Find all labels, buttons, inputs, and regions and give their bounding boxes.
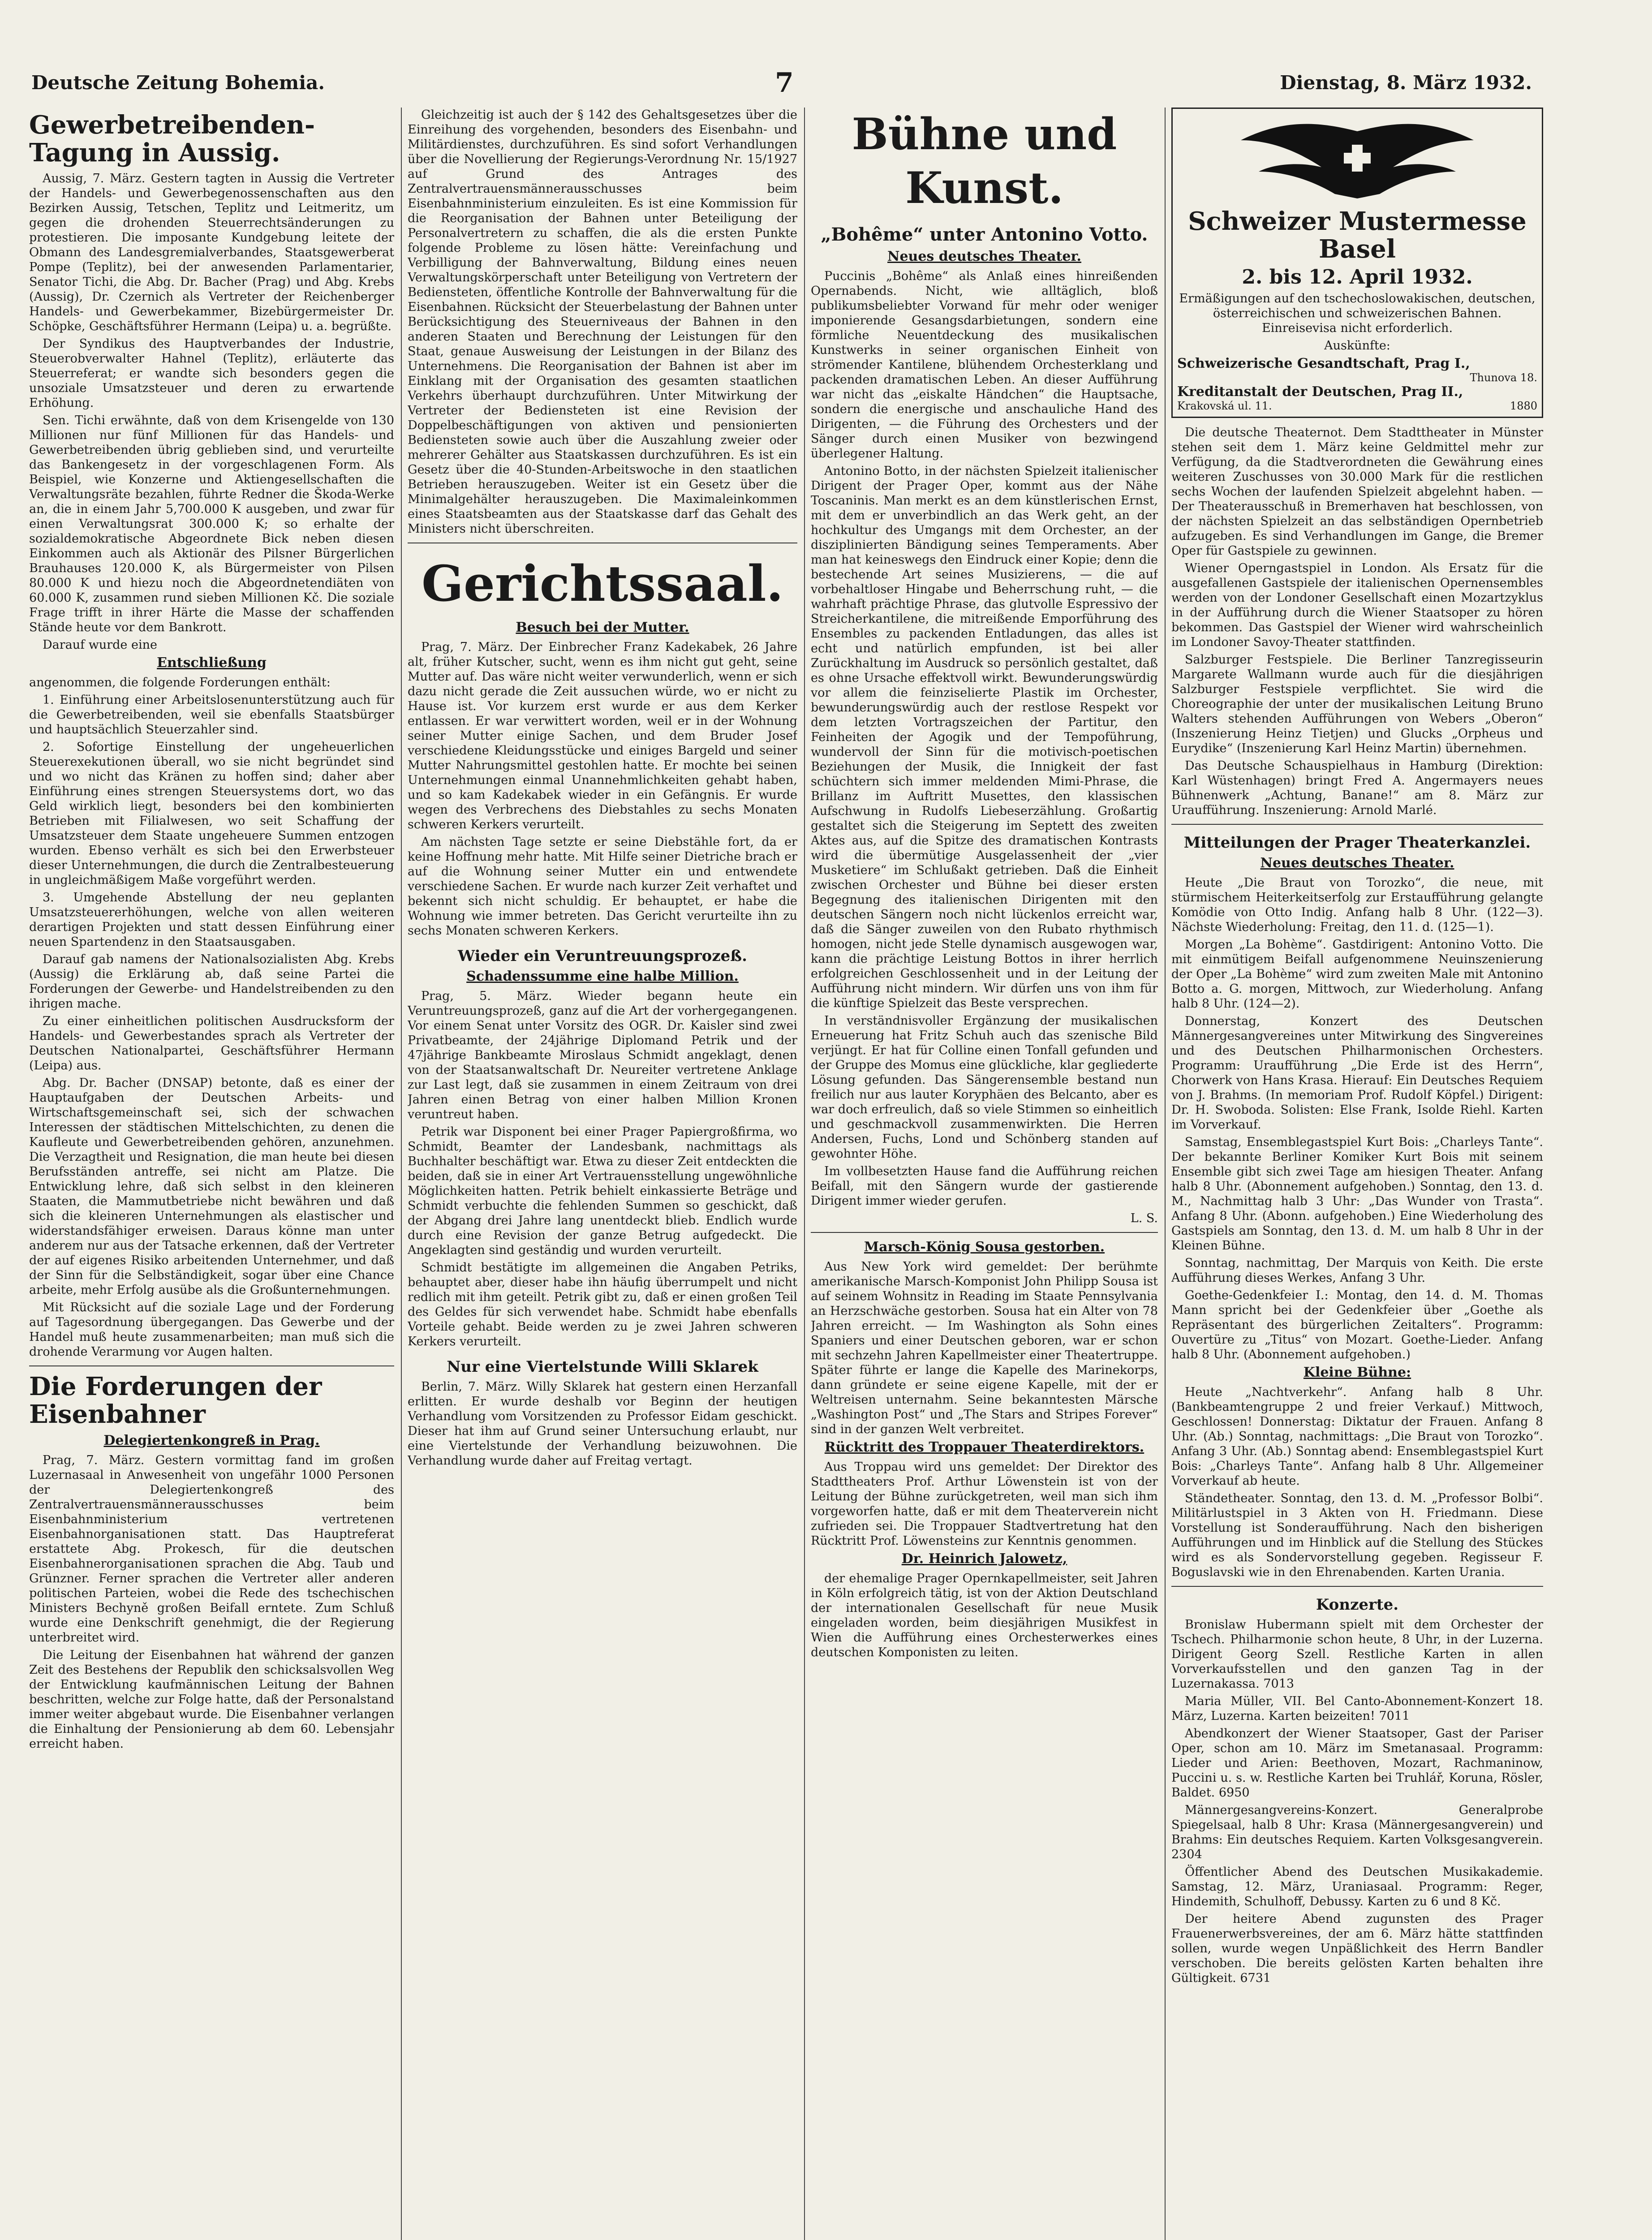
paragraph: Sonntag, nachmittag, Der Marquis von Keith. Die erste Aufführung dieses Werkes, Anfang 3 Uhr.	[1171, 1256, 1543, 1285]
paragraph: Prag, 7. März. Der Einbrecher Franz Kadekabek, 26 Jahre alt, früher Kutscher, sucht, wenn es ihm nicht gut geht, seine Mutter auf. Das wäre nicht weiter verwunderlich, wenn er sich dazu nicht gerade die Zeit aussuchen würde, wo er nicht zu Hause ist. Vor kurzem erst wurde er aus dem Kerker entlassen. Er war verwittert worden, weil er in der Wohnung seiner Mutter einige Sachen, und dem Bruder Josef verschiedene Kleidungsstücke und einiges Bargeld und seiner Mutter Nahrungsmittel gestohlen hatte. Er mochte bei seinen Unternehmungen einmal Unannehmlichkeiten gehabt haben, und so kam Kadekabek wieder in ein Gefängnis. Er wurde wegen des Verbrechens des Diebstahles zu sechs Monaten schweren Kerkers verurteilt.	[408, 640, 797, 831]
paragraph: Öffentlicher Abend des Deutschen Musikakademie. Samstag, 12. März, Uraniasaal. Programm: Reger, Hindemith, Schulhoff, Debussy. Karten zu 6 und 8 Kč.	[1171, 1865, 1543, 1908]
paragraph: Prag, 5. März. Wieder begann heute ein Veruntreuungsprozeß, ganz auf die Art der vorhergegangenen. Vor einem Senat unter Vorsitz des OGR. Dr. Kaisler sind zwei Privatbeamte, der 24jährige Diplomand Petrik und der 47jährige Bankbeamte Miroslaus Schmidt angeklagt, denen von der Staatsanwaltschaft Dr. Neureiter vertretene Anklage zur Last legt, daß sie zusammen in einem Zeitraum von drei Jahren einen Betrag von einer halben Million Kronen veruntreut haben.	[408, 989, 797, 1121]
ad-title: Schweizer Mustermesse Basel	[1188, 207, 1527, 264]
paper-name: Deutsche Zeitung Bohemia.	[31, 72, 325, 94]
subheading: Delegiertenkongreß in Prag.	[103, 1433, 320, 1448]
paragraph: Aussig, 7. März. Gestern tagten in Aussig die Vertreter der Handels- und Gewerbegenossenschaften aus den Bezirken Aussig, Tetschen, Teplitz und Leitmeritz, um gegen die drohenden Steuerrechtsänderungen zu protestieren. Die imposante Kundgebung leitete der Obmann des Landesgremialverbandes, Staatsgewerberat Pompe (Teplitz), bei der anwesenden Parlamentarier, Senator Tichi, die Abg. Dr. Bacher (Prag) und Abg. Krebs (Aussig), Dr. Czernich als Vertreter der Reichenberger Handels- und Gewerbekammer, Bizebürgermeister Dr. Schöpke, Geschäftsführer Hermann (Leipa) u. a. begrüßte.	[29, 172, 394, 333]
ad-contact: Schweizerische Gesandtschaft, Prag I.,	[1177, 356, 1470, 371]
paragraph: Aus Troppau wird uns gemeldet: Der Direktor des Stadttheaters Prof. Arthur Löwenstein ist von der Leitung der Bühne zurückgetreten, weil man sich ihm vorgeworfen hatte, daß er mit dem Theaterverein nicht zufrieden sei. Die Troppauer Stadtvertretung hat den Rücktritt Prof. Löwensteins zur Kenntnis genommen.	[811, 1460, 1158, 1548]
subheading: Dr. Heinrich Jalowetz,	[901, 1551, 1067, 1567]
ad-text: Ermäßigungen auf den tschechoslowakischen, deutschen, österreichischen und schweizerischen Bahnen. Einreisevisa nicht erforderlich.	[1179, 292, 1536, 335]
article-heading: Nur eine Viertelstunde Willi Sklarek	[447, 1358, 758, 1376]
ad-label: Auskünfte:	[1324, 339, 1390, 353]
paragraph: Ständetheater. Sonntag, den 13. d. M. „Professor Bolbi“. Militärlustspiel in 3 Akten von H. Friedmann. Diese Vorstellung ist Sonderaufführung. Nach den bisherigen Aufführungen und im Hinblick auf die Stellung des Stückes wird es als Sondervorstellung gegeben. Regisseur F. Boguslavski wie in den Ehrenabenden. Karten Urania.	[1171, 1491, 1543, 1579]
paragraph: Aus New York wird gemeldet: Der berühmte amerikanische Marsch-Komponist John Philipp Sousa ist auf seinem Wohnsitz in Reading im Staate Pennsylvania an Herzschwäche gestorben. Sousa hat ein Alter von 78 Jahren erreicht. — Im Washington als Sohn eines Spaniers und einer Deutschen geboren, war er schon mit sechzehn Jahren Kapellmeister einer Theatertruppe. Später führte er lange die Kapelle des Marinekorps, dann gründete er seine eigene Kapelle, mit der er Weltreisen unternahm. Seine bekanntesten Märsche „Washington Post“ und „The Stars and Stripes Forever“ sind in der ganzen Welt verbreitet.	[811, 1260, 1158, 1436]
paragraph: Puccinis „Bohême“ als Anlaß eines hinreißenden Opernabends. Nicht, wie alltäglich, bloß publikumsbeliebter Vorwand für mehr oder weniger imponierende Gesangsdarbietungen, sondern eine förmliche Neuentdeckung des musikalischen Kunstwerks in seiner organischen Einheit von strömender Kantilene, blühendem Orchesterklang und packenden dramatischen Leben. An dieser Aufführung war nicht das „eiskalte Händchen“ die Hauptsache, sondern die energische und anschauliche Hand des Dirigenten, — die Führung des Orchesters und der Sänger durch einen Musiker von bezwingend überlegener Haltung.	[811, 269, 1158, 461]
column-divider	[804, 108, 805, 2240]
subheading: Neues deutsches Theater.	[1260, 855, 1454, 871]
paragraph: Darauf wurde eine	[43, 638, 157, 652]
column-4	[1171, 108, 1543, 2240]
subheading: Marsch-König Sousa gestorben.	[864, 1239, 1105, 1255]
ad-date: 2. bis 12. April 1932.	[1242, 266, 1473, 289]
paragraph: Männergesangvereins-Konzert. Generalprobe Spiegelsaal, halb 8 Uhr: Krasa (Männergesangverein) und Brahms: Ein deutsches Requiem. Karten Volksgesangverein. 2304	[1171, 1803, 1543, 1861]
paragraph: Zu einer einheitlichen politischen Ausdrucksform der Handels- und Gewerbestandes sprach als Vertreter der Deutschen Nationalpartei, Geschäftsführer Hermann (Leipa) aus.	[29, 1014, 394, 1073]
subheading: Kleine Bühne:	[1303, 1365, 1411, 1380]
paragraph: Antonino Botto, in der nächsten Spielzeit italienischer Dirigent der Prager Oper, kommt aus der Nähe Toscaninis. Man merkt es an dem künstlerischen Ernst, mit dem er unverbindlich an das Werk geht, an der hochkultur des Umgangs mit dem Orchester, an der disziplinierten Bändigung seines Temperaments. Aber man hat keineswegs den Eindruck einer Kopie; denn die bestechende Art seines Musizierens, — die auf vorbehaltloser Hingabe und Beherrschung ruht, — die wahrhaft prächtige Phrase, das glutvolle Espressivo der Streicherkantilene, die mitreißende Emporführung des Ensembles zu packenden Entladungen, das alles ist echt und natürlich empfunden, ist bei aller Zurückhaltung im Ausdruck so persönlich gestaltet, daß es ohne Ursache effektvoll wirkt. Bewunderungswürdig vor allem die feinziselierte Plastik im Orchester, bewunderungswürdig auch der restlose Respekt vor dem letzten Vortragszeichen der Partitur, den Feinheiten der Agogik und der Tempoführung, wundervoll der Sinn für die motivisch-poetischen Beziehungen der Musik, die Innigkeit der fast schüchtern sich immer meldenden Mimi-Phrase, die Brillanz im Auftritt Musettes, den klassischen Aufschwung in Rudolfs Liebeserzählung. Großartig gestaltet sich die Steigerung im Septett des zweiten Aktes aus, auf die Spitze des dramatischen Kontrasts wird die übermütige Ausgelassenheit der „vier Musketiere“ im Schlußakt getrieben. Daß die Einheit zwischen Orchester und Bühne bei dieser ersten Begegnung des italienischen Dirigenten mit den deutschen Sängern noch nicht lückenlos erreicht war, daß die Sänger zuweilen von den Rubato rhythmisch homogen, nicht jede Stelle dynamisch ausgewogen war, kann die prächtige Leistung Bottos in ihrer herrlich erfolgreichen Geschlossenheit und in der Leitung der Aufführung nicht mindern. Wir dürfen uns von ihm für die künftige Spielzeit das Beste versprechen.	[811, 464, 1158, 1010]
section-title: Gerichtssaal.	[422, 555, 783, 612]
subheading: Entschließung	[157, 655, 267, 671]
issue-date: Dienstag, 8. März 1932.	[1280, 72, 1532, 94]
paragraph: Prag, 7. März. Gestern vormittag fand im großen Luzernasaal in Anwesenheit von ungefähr 1000 Personen der Delegiertenkongreß des Zentralvertrauensmännerausschusses beim Eisenbahnministerium vertretenen Eisenbahnorganisationen statt. Das Hauptreferat erstattete Abg. Prokesch, für die deutschen Eisenbahnerorganisationen sprachen die Abg. Taub und Grünzner. Ferner sprachen die Vertreter aller anderen politischen Parteien, wobei die Rede des tschechischen Ministers Bechyně großen Beifall erntete. Zum Schluß wurde eine Denkschrift genehmigt, die der Regierung unterbreitet wird.	[29, 1453, 394, 1645]
paragraph: Bronislaw Hubermann spielt mit dem Orchester der Tschech. Philharmonie schon heute, 8 Uhr, in der Luzerna. Dirigent Georg Szell. Restliche Karten in allen Vorverkaufsstellen und den ganzen Tag in der Luzernakassa. 7013	[1171, 1618, 1543, 1691]
paragraph: 2. Sofortige Einstellung der ungeheuerlichen Steuerexekutionen überall, wo sie nicht begründet sind und wo nicht das Kränen zu hoffen sind; daher aber Einführung eines strengen Steuersystems dort, wo das Geld wirklich liegt, besonders bei den kombinierten Betrieben mit Filialwesen, wo seit Schaffung der Umsatzsteuer dem Staate ungeheuere Summen entzogen wurden. Ebenso verhält es sich bei den Erwerbsteuer dieser Unternehmungen, die durch die Zentralbesteuerung in ungleichmäßigem Maße vorgeführt werden.	[29, 740, 394, 887]
paragraph: Donnerstag, Konzert des Deutschen Männergesangvereines unter Mitwirkung des Singvereines und des Deutschen Philharmonischen Orchesters. Programm: Uraufführung „Die Erde ist des Herrn“, Chorwerk von Hans Krasa. Hierauf: Ein Deutsches Requiem von J. Brahms. (In memoriam Prof. Rudolf Köpfel.) Dirigent: Dr. H. Swoboda. Solisten: Else Frank, Isolde Riehl. Karten im Vorverkauf.	[1171, 1014, 1543, 1132]
swiss-eagle-emblem	[1232, 113, 1483, 203]
paragraph: der ehemalige Prager Opernkapellmeister, seit Jahren in Köln erfolgreich tätig, ist von der Aktion Deutschland der internationalen Gesellschaft für neue Musik eingeladen worden, beim diesjährigen Musikfest in Wien die Aufführung eines Orchesterwerkes eines deutschen Komponisten zu leiten.	[811, 1572, 1158, 1659]
subheading: Neues deutsches Theater.	[887, 249, 1081, 264]
paragraph: Das Deutsche Schauspielhaus in Hamburg (Direktion: Karl Wüstenhagen) bringt Fred A. Angermayers neues Bühnenwerk „Achtung, Banane!“ am 8. März zur Uraufführung. Inszenierung: Arnold Marlé.	[1171, 759, 1543, 817]
paragraph: Mit Rücksicht auf die soziale Lage und der Forderung auf Tagesordnung übergegangen. Das Gewerbe und der Handel muß heute zusammenarbeiten; man muß sich die drohende Verarmung vor Augen halten.	[29, 1301, 394, 1359]
divider	[811, 1232, 1158, 1233]
section-heading: Mitteilungen der Prager Theaterkanzlei.	[1183, 834, 1531, 852]
subheading: Rücktritt des Troppauer Theaterdirektors.	[824, 1439, 1144, 1455]
ad-contact-address: Thunova 18.	[1470, 371, 1537, 384]
paragraph: Darauf gab namens der Nationalsozialisten Abg. Krebs (Aussig) die Erklärung ab, daß seine Partei die Forderungen der Gewerbe- und Handelstreibenden zu den ihrigen mache.	[29, 952, 394, 1011]
paragraph: 3. Umgehende Abstellung der neu geplanten Umsatzsteuererhöhungen, welche von allen weiteren derartigen Projekten und statt dessen Einführung einer neuen Spartendenz in den Staatsausgaben.	[29, 891, 394, 949]
paragraph: Heute „Die Braut von Torozko“, die neue, mit stürmischem Heiterkeitserfolg zur Erstaufführung gelangte Komödie von Otto Indig. Anfang halb 8 Uhr. (122—3). Nächste Wiederholung: Freitag, den 11. d. (125—1).	[1171, 876, 1543, 934]
subheading: Besuch bei der Mutter.	[516, 620, 689, 635]
paragraph: Abendkonzert der Wiener Staatsoper, Gast der Pariser Oper, schon am 10. März im Smetanasaal. Programm: Lieder und Arien: Beethoven, Mozart, Rachmaninow, Puccini u. s. w. Restliche Karten bei Truhlář, Koruna, Rösler, Baldet. 6950	[1171, 1727, 1543, 1800]
paragraph: Der Syndikus des Hauptverbandes der Industrie, Steuerobverwalter Hahnel (Teplitz), erläuterte das Steuerreferat; er wandte sich besonders gegen die unsoziale Umsatzsteuer und deren zu erwartende Erhöhung.	[29, 337, 394, 410]
divider	[1171, 824, 1543, 825]
paragraph: Petrik war Disponent bei einer Prager Papiergroßfirma, wo Schmidt, Beamter der Landesbank, nachmittags als Buchhalter beschäftigt war. Etwa zu dieser Zeit entdeckten die beiden, daß sie in einer Art Vertrauensstellung ungewöhnliche Möglichkeiten hatten. Petrik behielt einkassierte Beträge und Schmidt verbuchte die fehlenden Summen so geschickt, daß der Abgang drei Jahre lang unentdeckt blieb. Endlich wurde durch eine Revision der ganze Betrug aufgedeckt. Die Angeklagten sind geständig und wurden verurteilt.	[408, 1125, 797, 1257]
masthead	[31, 67, 1532, 99]
column-divider	[1165, 108, 1166, 2240]
section-heading: Konzerte.	[1316, 1596, 1399, 1614]
section-title: Bühne und Kunst.	[852, 109, 1117, 213]
paragraph: Am nächsten Tage setzte er seine Diebstähle fort, da er keine Hoffnung mehr hatte. Mit Hilfe seiner Dietriche brach er auf die Wohnung seiner Mutter ein und entwendete verschiedene Sachen. Er wurde nach kurzer Zeit verhaftet und bekennt sich nicht schuldig. Er behauptet, er habe die Wohnung wie immer betreten. Das Gericht verurteilte ihn zu sechs Monaten schweren Kerkers.	[408, 835, 797, 938]
paragraph: Gleichzeitig ist auch der § 142 des Gehaltsgesetzes über die Einreihung des vorgehenden, besonders des Eisenbahn- und Militärdienstes, durchzuführen. Es sind sofort Verhandlungen über die Novellierung der Regierungs-Verordnung Nr. 15/1927 auf Grund des Antrages des Zentralvertrauensmännerausschusses beim Eisenbahnministerium einzuleiten. Es ist eine Kommission für die Reorganisation der Bahnen unter Beteiligung der Personalvertretern zu schaffen, die als die ersten Punkte folgende Probleme zu lösen hätte: Vereinfachung und Verbilligung der Bahnverwaltung, Bildung eines neuen Verwaltungskörperschaft unter Beteiligung von Vertretern der Bediensteten, öffentliche Kontrolle der Bahnverwaltung für die Eisenbahnen. Rücksicht der Steuerbelastung der Bahnen unter Berücksichtigung des Steuerniveaus der Bahnen in den anderen Staaten und Berechnung der Leistungen für den Staat, genaue Ausweisung der Leistungen in der Bilanz des Unternehmens. Die Reorganisation der Bahnen ist aber im Einklang mit der Organisation des gesamten staatlichen Verkehrs überhaupt durchzuführen. Unter Mitwirkung der Vertreter der Bediensteten ist eine Revision der Doppelbeschäftigungen von aktiven und pensionierten Bediensteten sowie auch über die Auszahlung zweier oder mehrerer Gehälter aus Staatskassen durchzuführen. Es ist ein Gesetz über die 40-Stunden-Arbeitswoche in den staatlichen Betrieben herauszugeben. Weiter ist ein Gesetz über die Minimalgehälter herauszugeben. Die Maximaleinkommen eines Staatsbeamten aus der Staatskasse darf das Gehalt des Ministers nicht überschreiten.	[408, 108, 797, 536]
advertisement	[1171, 108, 1543, 418]
article-heading: Gewerbetreibenden-Tagung in Aussig.	[29, 110, 315, 168]
divider	[1171, 1586, 1543, 1587]
paragraph: Samstag, Ensemblegastspiel Kurt Bois: „Charleys Tante“. Der bekannte Berliner Komiker Kurt Bois mit seinem Ensemble gibt sich zwei Tage am hiesigen Theater. Anfang halb 8 Uhr. (Abonnement aufgehoben.) Sonntag, den 13. d. M., Nachmittag halb 3 Uhr: „Das Wunder von Trasta“. Anfang 8 Uhr. (Abonn. aufgehoben.) Eine Wiederholung des Gastspiels am Sonntag, den 13. d. M. um halb 8 Uhr in der Kleinen Bühne.	[1171, 1135, 1543, 1253]
paragraph: Schmidt bestätigte im allgemeinen die Angaben Petriks, behauptet aber, dieser habe ihn häufig überrumpelt und nicht redlich mit ihm geteilt. Petrik gibt zu, daß er einen großen Teil des Geldes für sich verwendet habe. Schmidt habe ebenfalls Vorteile gehabt. Beide werden zu je zwei Jahren schweren Kerkers verurteilt.	[408, 1261, 797, 1348]
paragraph: Goethe-Gedenkfeier I.: Montag, den 14. d. M. Thomas Mann spricht bei der Gedenkfeier über „Goethe als Repräsentant des bürgerlichen Zeitalters“. Programm: Ouvertüre zu „Titus“ von Mozart. Goethe-Lieder. Anfang halb 8 Uhr. (Abonnement aufgehoben.)	[1171, 1288, 1543, 1361]
paragraph: Maria Müller, VII. Bel Canto-Abonnement-Konzert 18. März, Luzerna. Karten beizeiten! 7011	[1171, 1694, 1543, 1723]
paragraph: Die Leitung der Eisenbahnen hat während der ganzen Zeit des Bestehens der Republik den schicksalsvollen Weg der Entwicklung kaufmännischen Leitung der Bahnen beschritten, welche zur Folge hatte, daß der Personalstand immer weiter abgebaut wurde. Die Eisenbahner verlangen die Einhaltung der Pensionierung ab dem 60. Lebensjahr erreicht haben.	[29, 1648, 394, 1751]
paragraph: Wiener Operngastspiel in London. Als Ersatz für die ausgefallenen Gastspiele der italienischen Opernensembles werden von der Londoner Gesellschaft einen Mozartzyklus in der Aufführung durch die Wiener Staatsoper zu hören bekommen. Das Gastspiel der Wiener wird wahrscheinlich im Londoner Savoy-Theater stattfinden.	[1171, 561, 1543, 649]
author-signature: L. S.	[1130, 1211, 1158, 1225]
paragraph: 1. Einführung einer Arbeitslosenunterstützung auch für die Gewerbetreibenden, weil sie ebenfalls Staatsbürger und hauptsächlich Steuerzahler sind.	[29, 693, 394, 737]
paragraph: Der heitere Abend zugunsten des Prager Frauenerwerbsvereines, der am 6. März hätte stattfinden sollen, wurde wegen Unpäßlichkeit des Herrn Bandler verschoben. Die bereits gelösten Karten behalten ihre Gültigkeit. 6731	[1171, 1912, 1543, 1985]
paragraph: angenommen, die folgende Forderungen enthält:	[29, 676, 331, 689]
paragraph: Im vollbesetzten Hause fand die Aufführung reichen Beifall, mit den Sängern wurde der gastierende Dirigent immer wieder gerufen.	[811, 1164, 1158, 1208]
article-heading: „Bohême“ unter Antonino Votto.	[821, 224, 1148, 245]
article-heading: Die Forderungen der Eisenbahner	[29, 1372, 322, 1429]
column-1	[29, 108, 394, 2240]
article-heading: Wieder ein Veruntreuungsprozeß.	[458, 947, 747, 965]
paragraph: Salzburger Festspiele. Die Berliner Tanzregisseurin Margarete Wallmann wurde auch für die diesjährigen Salzburger Festspiele verpflichtet. Sie wird die Choreographie der unter der musikalischen Leitung Bruno Walters stehenden Aufführungen von Webers „Oberon“ (Inszenierung Heinz Tietjen) und Glucks „Orpheus und Eurydike“ (Inszenierung Karl Heinz Martin) übernehmen.	[1171, 653, 1543, 755]
page-number: 7	[775, 67, 794, 99]
paragraph: Sen. Tichi erwähnte, daß von dem Krisengelde von 130 Millionen nur fünf Millionen für das Handels- und Gewerbetreibenden übrig geblieben sind, und verurteilte das Bankengesetz in der vorgeschlagenen Form. Als Beispiel, wie Konzerne und Aktiengesellschaften die Verwaltungsräte bezahlen, führte Redner die Škoda-Werke an, die in einem Jahr 5,700.000 K ausgeben, und zwar für einen Verwaltungsrat 300.000 K; so erhalte der sozialdemokratische Abgeordnete Bick neben diesen Einkommen auch als Aktionär des Pilsner Bürgerlichen Brauhauses 120.000 K, als Bürgermeister von Pilsen 80.000 K und hiezu noch die Abgeordnetendiäten von 60.000 K, zusammen rund sieben Millionen Kč. Die soziale Frage trifft in ihrer Härte die Masse der schaffenden Stände heute vor dem Bankrott.	[29, 414, 394, 634]
ad-number: 1880	[1510, 400, 1537, 412]
paragraph: Berlin, 7. März. Willy Sklarek hat gestern einen Herzanfall erlitten. Er wurde deshalb vor Beginn der heutigen Verhandlung vom Vorsitzenden zu Professor Eidam geschickt. Dieser hat ihm auf Grund seiner Untersuchung erlaubt, nur eine Viertelstunde der Verhandlung beizuwohnen. Die Verhandlung wurde daher auf Freitag vertagt.	[408, 1380, 797, 1468]
paragraph: Abg. Dr. Bacher (DNSAP) betonte, daß es einer der Hauptaufgaben der Deutschen Arbeits- und Wirtschaftsgemeinschaft sei, sich der schwachen Interessen der städtischen Mittelschichten, zu denen die Kaufleute und Gewerbetreibenden gehören, anzunehmen. Die Verzagtheit und Resignation, die man heute bei diesen Berufsständen antreffe, sei nicht am Platze. Die Entwicklung lehre, daß sich selbst in den kleineren Staaten, die Mammutbetriebe nicht bewähren und daß sich die kleineren Unternehmungen als elastischer und widerstandsfähiger erweisen. Daraus könne man unter anderem nur aus der Tatsache erkennen, daß der Vertreter der auf eigenes Risiko arbeitenden Unternehmer, und daß der Sinn für die Selbständigkeit, sogar über eine Chance arbeite, mehr Erfolg ausübe als die Großunternehmungen.	[29, 1076, 394, 1297]
ad-contact: Kreditanstalt der Deutschen, Prag II.,	[1177, 384, 1463, 400]
paragraph: Die deutsche Theaternot. Dem Stadttheater in Münster stehen seit dem 1. März keine Geldmittel mehr zur Verfügung, da die Stadtverordneten die Gewährung eines weiteren Zuschusses von 30.000 Mark für die restlichen sechs Wochen der laufenden Spielzeit abgelehnt haben. — Der Theaterausschuß in Bremerhaven hat beschlossen, von der nächsten Spielzeit an das selbständigen Opernbetrieb aufzugeben. Es sind Verhandlungen im Gange, die Bremer Oper für Gastspiele zu gewinnen.	[1171, 426, 1543, 558]
column-3	[811, 108, 1158, 2240]
ad-contact-address: Krakovská ul. 11.	[1177, 400, 1272, 412]
subheading: Schadenssumme eine halbe Million.	[466, 969, 739, 984]
column-divider	[401, 108, 402, 2240]
paragraph: Heute „Nachtverkehr“. Anfang halb 8 Uhr. (Bankbeamtengruppe 2 und freier Verkauf.) Mittwoch, Geschlossen! Donnerstag: Diktatur der Frauen. Anfang 8 Uhr. (Ab.) Sonntag, nachmittags: „Die Braut von Torozko“. Anfang 3 Uhr. (Ab.) Sonntag abend: Ensemblegastspiel Kurt Bois: „Charleys Tante“. Anfang halb 8 Uhr. Allgemeiner Vorverkauf ab heute.	[1171, 1385, 1543, 1488]
column-2	[408, 108, 797, 2240]
paragraph: In verständnisvoller Ergänzung der musikalischen Erneuerung hat Fritz Schuh auch das szenische Bild verjüngt. Er hat für Colline einen Tonfall gefunden und der Gruppe des Momus eine glückliche, klar gegliederte Lösung gefunden. Das Sängerensemble bestand nun freilich nur aus lauter Koryphäen des Belcanto, aber es war doch erfreulich, daß so viele Stimmen so einheitlich und geschmackvoll zusammenwirkten. Die Herren Andersen, Fuchs, Lond und Schönberg standen auf gewohnter Höhe.	[811, 1014, 1158, 1161]
paragraph: Morgen „La Bohème“. Gastdirigent: Antonino Votto. Die mit einmütigem Beifall aufgenommene Neuinszenierung der Oper „La Bohème“ wird zum zweiten Male mit Antonino Botto a. G. morgen, Mittwoch, zur Wiederholung. Anfang halb 8 Uhr. (124—2).	[1171, 938, 1543, 1011]
